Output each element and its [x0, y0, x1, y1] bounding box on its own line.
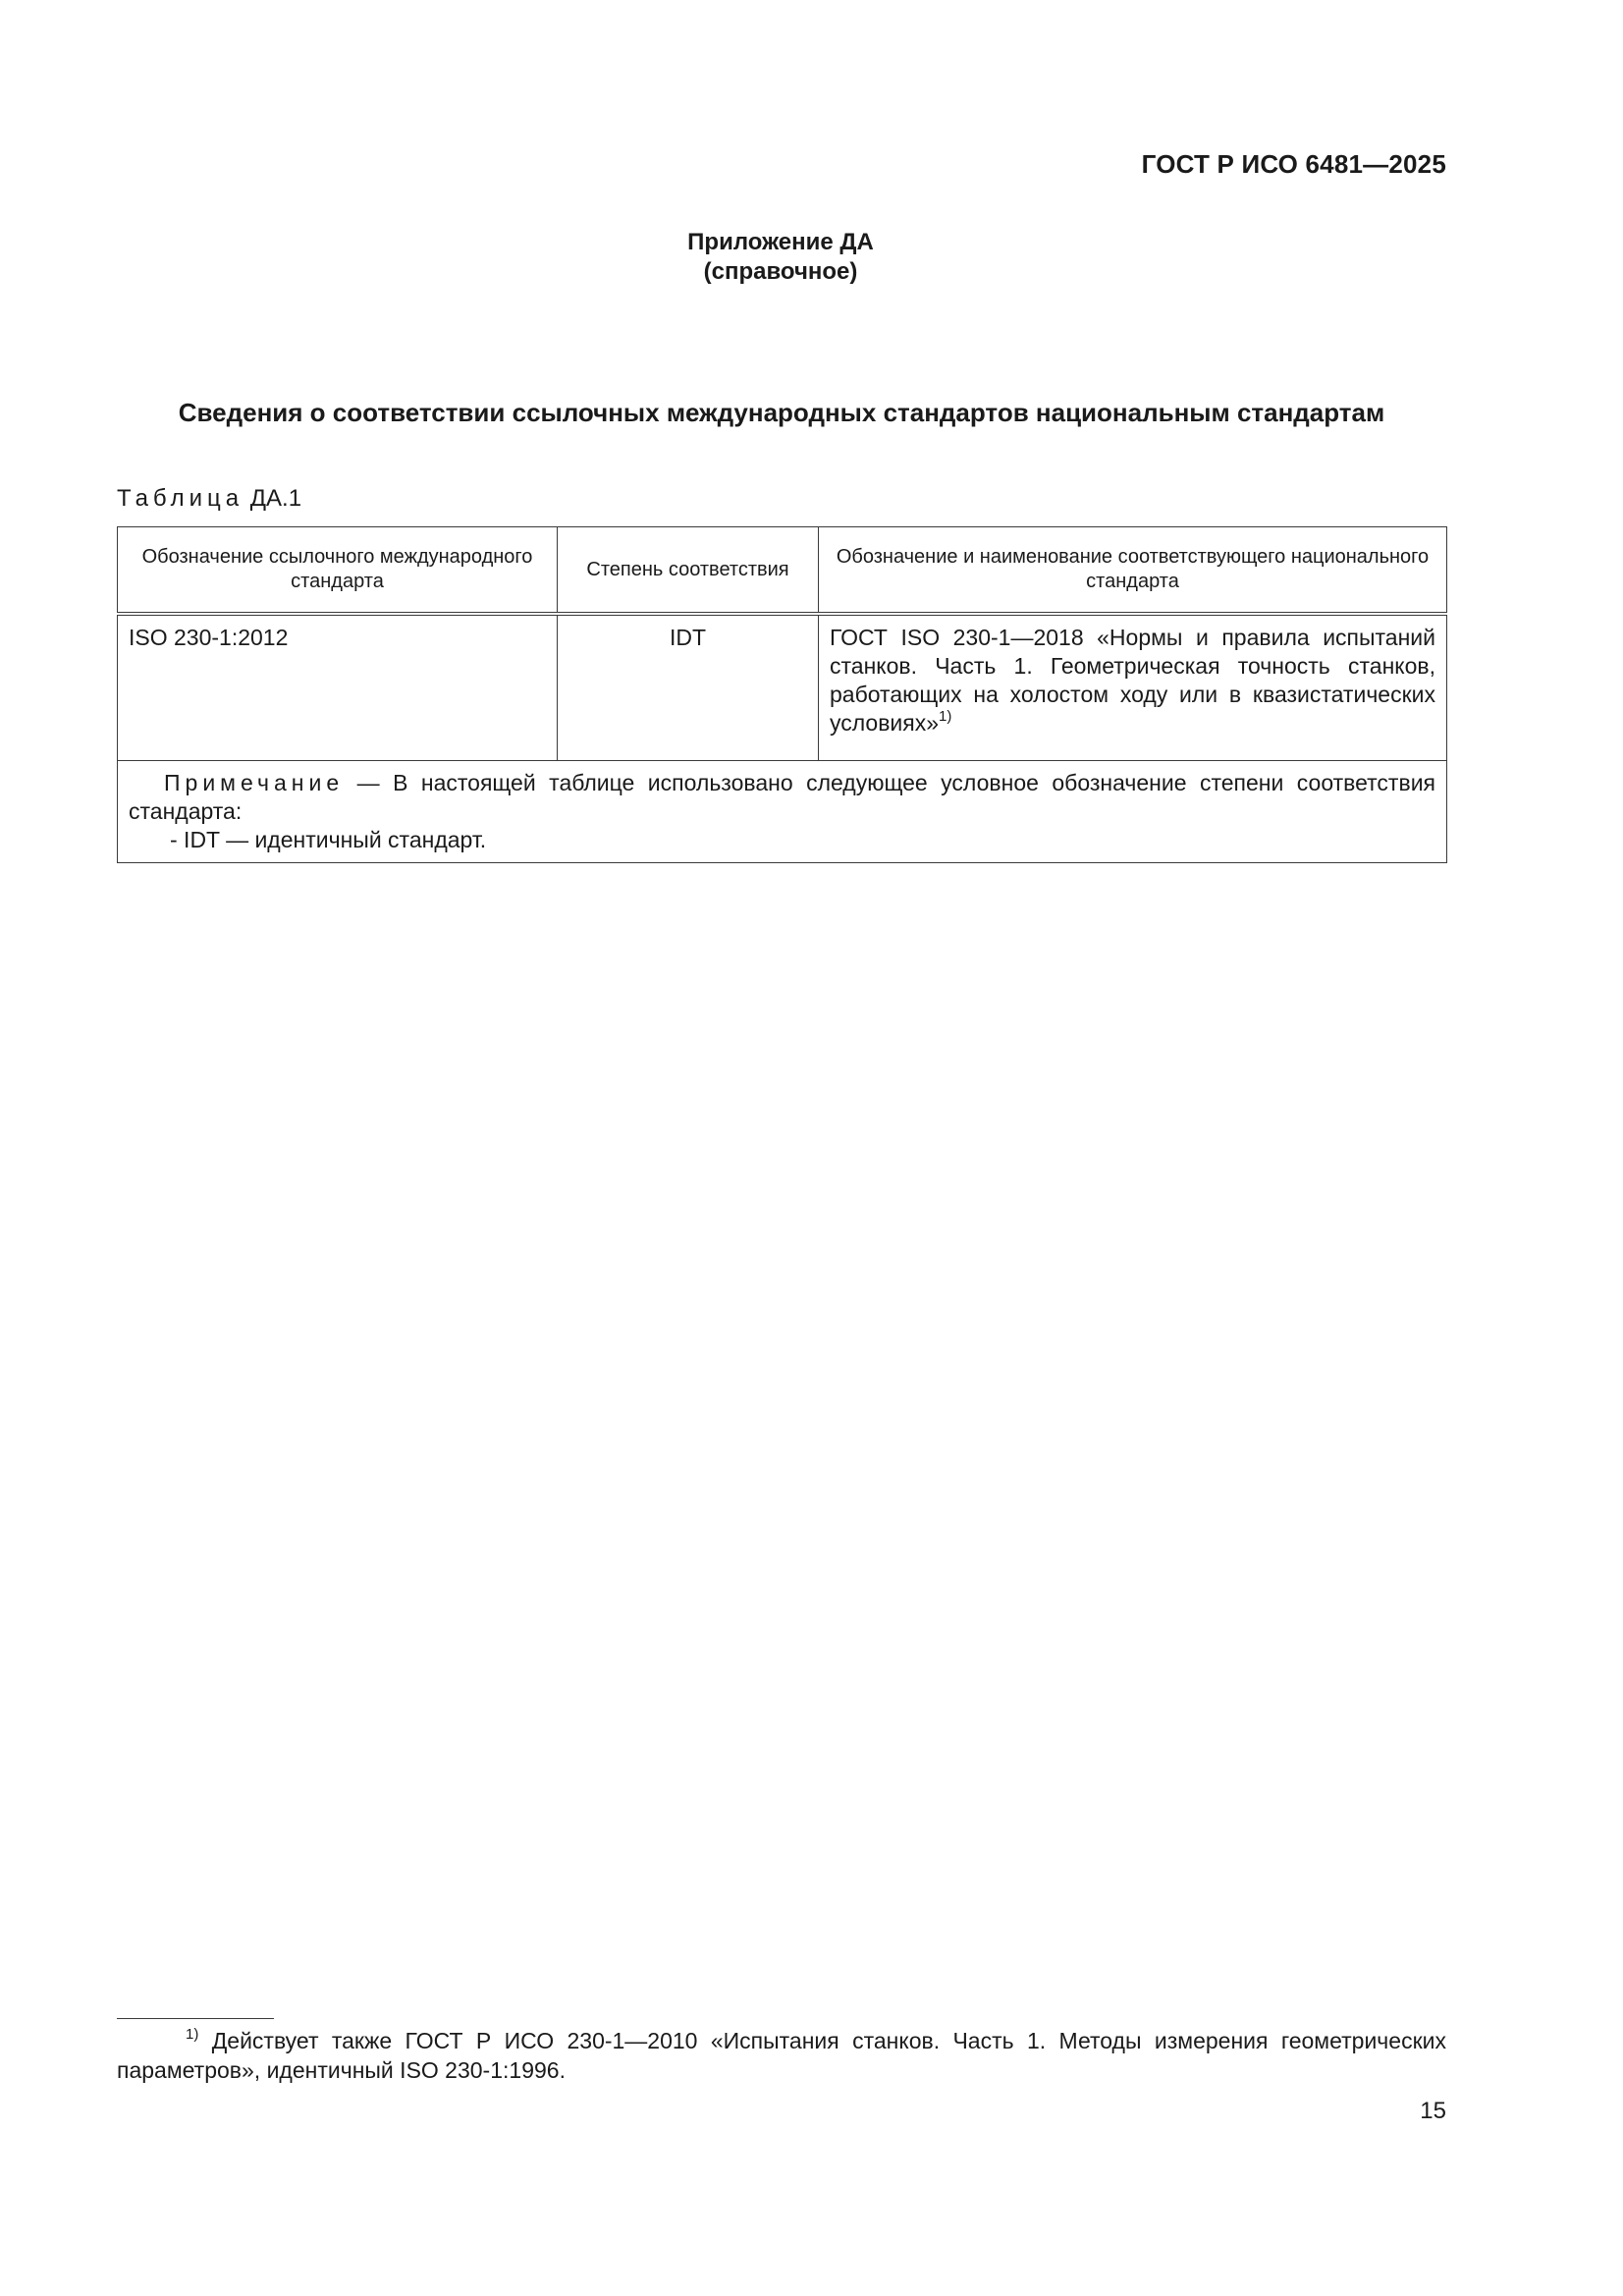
document-code: ГОСТ Р ИСО 6481—2025 [1141, 149, 1446, 179]
footnote-mark: 1) [186, 2026, 199, 2043]
cell-national-standard [819, 614, 1447, 761]
footnote-text: Действует также ГОСТ Р ИСО 230-1—2010 «Испытания станков. Часть 1. Методы измерения геометрических параметров», идентичный ISO 230-1:1996. [117, 2028, 1446, 2083]
footnote-reference: 1) [939, 708, 952, 725]
table-caption [117, 485, 301, 513]
footnote [117, 2026, 1446, 2085]
annex-title: Приложение ДА [687, 229, 874, 255]
column-header-international: Обозначение ссылочного международного стандарта [118, 527, 558, 615]
page-number: 15 [1420, 2098, 1446, 2124]
cell-international-standard: ISO 230-1:2012 [118, 614, 558, 761]
annex-subtitle: (справочное) [703, 258, 858, 285]
national-standard-text: ГОСТ ISO 230-1—2018 «Нормы и правила испытаний станков. Часть 1. Геометрическая точность станков, работающих на холостом ходу или в квазистатических условиях» [830, 625, 1435, 736]
footnote-divider [117, 2018, 274, 2019]
note-label: Примечание [164, 770, 345, 795]
table-note-row [118, 761, 1447, 863]
table-note [118, 761, 1447, 863]
table-header-row [118, 527, 1447, 615]
note-body [129, 770, 1435, 824]
correspondence-table [117, 526, 1447, 863]
table-caption-word: Таблица [117, 485, 244, 512]
column-header-national: Обозначение и наименование соответствующего национального стандарта [819, 527, 1447, 615]
section-heading: Сведения о соответствии ссылочных международных стандартов национальным стандартам [178, 398, 1385, 427]
cell-degree: IDT [558, 614, 819, 761]
table-row [118, 614, 1447, 761]
note-list-item: - IDT — идентичный стандарт. [170, 827, 487, 852]
table-caption-number: ДА.1 [249, 485, 302, 512]
column-header-degree: Степень соответствия [558, 527, 819, 615]
note-text: — В настоящей таблице использовано следующее условное обозначение степени соответствия стандарта: [129, 770, 1435, 824]
